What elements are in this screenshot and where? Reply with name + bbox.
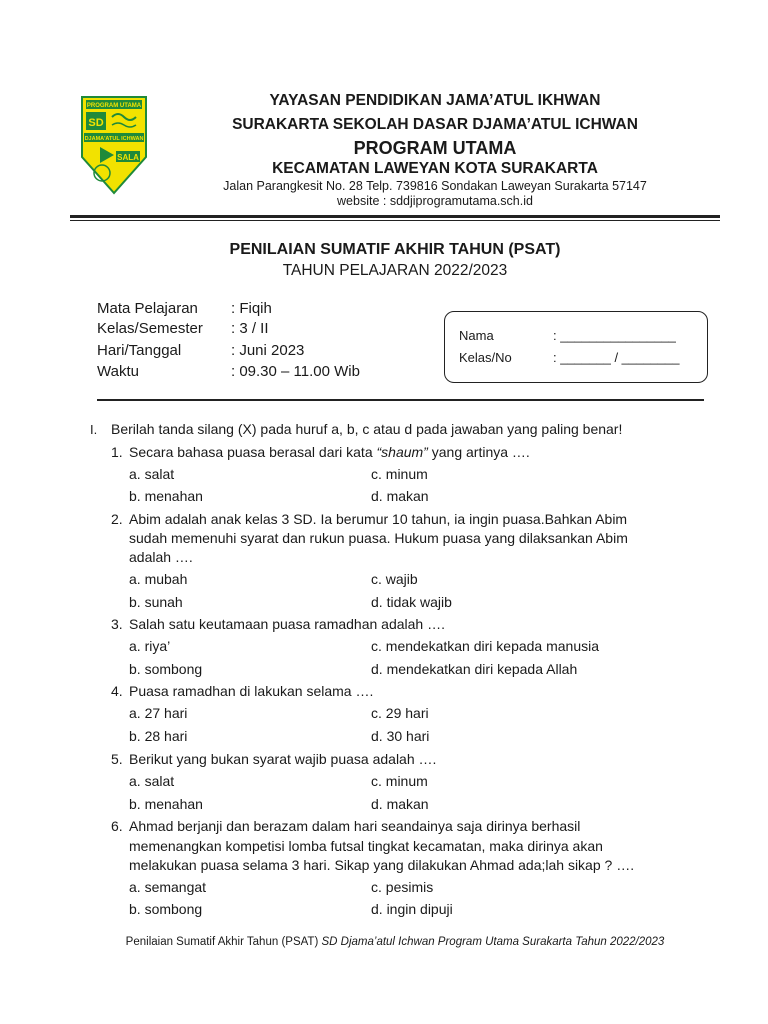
question-number: 2. [111,511,123,527]
info-label: Mata Pelajaran [97,300,198,317]
section-number: I. [90,422,98,437]
question-5-text: Berikut yang bukan syarat wajib puasa adalah …. [129,751,437,767]
option-a[interactable]: a. mubah [129,571,188,587]
option-b[interactable]: b. sunah [129,594,183,610]
student-class-blank: : _______ / ________ [553,350,680,365]
option-b[interactable]: b. sombong [129,901,203,917]
question-number: 5. [111,751,123,767]
footer-plain: Penilaian Sumatif Akhir Tahun (PSAT) [125,936,322,948]
option-b[interactable]: b. menahan [129,488,203,504]
option-c[interactable]: c. mendekatkan diri kepada manusia [371,638,600,654]
student-name-field[interactable] [459,328,676,343]
question-2-line-2: sudah memenuhi syarat dan rukun puasa. Hukum puasa yang dilaksankan Abim [129,530,628,546]
question-3-text: Salah satu keutamaan puasa ramadhan adalah …. [129,616,445,632]
question-2-line-1: Abim adalah anak kelas 3 SD. Ia berumur 10 tahun, ia ingin puasa.Bahkan Abim [129,511,628,527]
option-c[interactable]: c. wajib [371,571,418,587]
school-name: SURAKARTA SEKOLAH DASAR DJAMA’ATUL ICHWAN [232,116,638,133]
question-4-text: Puasa ramadhan di lakukan selama …. [129,683,374,699]
logo-banner-text: PROGRAM UTAMA [86,103,142,109]
option-a[interactable]: a. salat [129,773,175,789]
option-d[interactable]: d. 30 hari [371,728,430,744]
option-d[interactable]: d. mendekatkan diri kepada Allah [371,661,578,677]
option-d[interactable]: d. makan [371,796,429,812]
option-b[interactable]: b. sombong [129,661,203,677]
student-id-box [444,311,708,383]
info-label: Hari/Tanggal [97,342,182,359]
info-value: : Fiqih [231,300,272,317]
website-link[interactable]: sddjiprogramutama.sch.id [389,194,533,208]
question-6-line-2: memenangkan kompetisi lomba futsal tingkat kecamatan, maka dirinya akan [129,838,603,854]
option-b[interactable]: b. menahan [129,796,203,812]
foundation-name: YAYASAN PENDIDIKAN JAMA’ATUL IKHWAN [269,92,601,109]
option-c[interactable]: c. pesimis [371,879,434,895]
exam-title: PENILAIAN SUMATIF AKHIR TAHUN (PSAT) [229,241,561,258]
logo-city-text: SALA [117,153,139,162]
info-time [97,363,360,380]
question-number: 4. [111,683,123,699]
school-website-line [150,194,720,208]
info-label: Kelas/Semester [97,320,203,337]
student-name-blank: : ________________ [553,328,676,343]
question-number: 1. [111,444,123,460]
option-a[interactable]: a. semangat [129,879,207,895]
option-d[interactable]: d. ingin dipuji [371,901,453,917]
logo-sd-text: SD [88,117,104,129]
question-2-line-3: adalah …. [129,549,193,565]
info-value: : 09.30 – 11.00 Wib [231,363,360,380]
student-class-field[interactable] [459,350,680,365]
footer-italic: SD Djama’atul Ichwan Program Utama Surakarta Tahun 2022/2023 [321,936,665,948]
logo-ribbon-text: DJAMA'ATUL ICHWAN [84,136,144,142]
question-6-line-3: melakukan puasa selama 3 hari. Sikap yang dilakukan Ahmad ada;lah sikap ? …. [129,857,635,873]
website-label: website : [337,194,390,208]
info-divider [97,399,704,401]
exam-year: TAHUN PELAJARAN 2022/2023 [282,262,508,279]
info-class-semester [97,320,269,337]
header-divider-thin [70,220,720,221]
program-name: PROGRAM UTAMA [353,138,517,158]
student-class-label: Kelas/No [459,350,512,365]
section-instruction: Berilah tanda silang (X) pada huruf a, b, c atau d pada jawaban yang paling benar! [111,421,623,437]
option-a[interactable]: a. riya’ [129,638,171,654]
question-6-line-1: Ahmad berjanji dan berazam dalam hari seandainya saja dirinya berhasil [129,818,581,834]
option-a[interactable]: a. salat [129,466,175,482]
question-1-emphasis: “shaum” [376,444,428,460]
question-number: 3. [111,616,123,632]
school-logo [80,95,148,195]
page-footer [70,936,720,948]
info-date [97,342,304,359]
school-address: Jalan Parangkesit No. 28 Telp. 739816 Sondakan Laweyan Surakarta 57147 [223,179,647,193]
question-1-text: Secara bahasa puasa berasal dari kata “shaum” yang artinya …. [129,444,530,460]
option-c[interactable]: c. minum [371,466,428,482]
info-label: Waktu [97,363,139,380]
district-name: KECAMATAN LAWEYAN KOTA SURAKARTA [272,160,598,177]
option-a[interactable]: a. 27 hari [129,705,188,721]
info-value: : 3 / II [231,320,269,337]
option-c[interactable]: c. minum [371,773,428,789]
student-name-label: Nama [459,328,494,343]
question-number: 6. [111,818,123,834]
header-divider-thick [70,215,720,218]
option-c[interactable]: c. 29 hari [371,705,429,721]
info-value: : Juni 2023 [231,342,305,359]
option-d[interactable]: d. tidak wajib [371,594,452,610]
option-d[interactable]: d. makan [371,488,429,504]
option-b[interactable]: b. 28 hari [129,728,188,744]
info-subject [97,300,272,317]
